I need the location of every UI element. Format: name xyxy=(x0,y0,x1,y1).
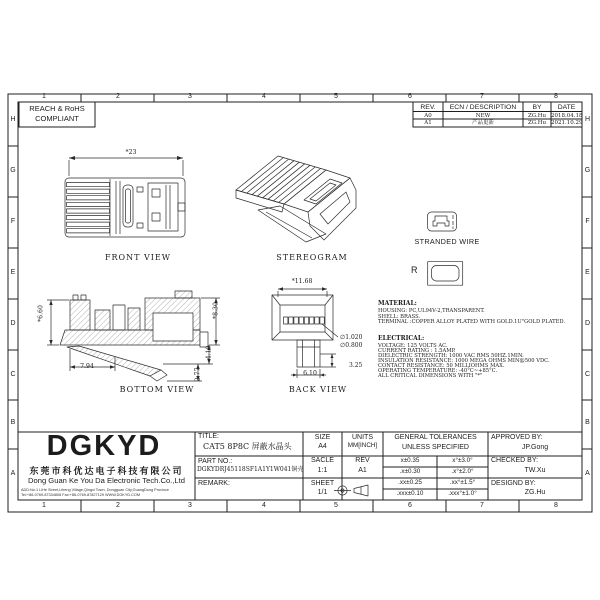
tol-ang-3: .xx°±1.5° xyxy=(449,479,476,486)
zone-row-left-C: C xyxy=(10,371,16,378)
remark-label: REMARK: xyxy=(198,480,230,487)
front-view-drawing xyxy=(60,145,195,245)
company-address-line1: ADD:No.1 LiHe Street,Liheng Village,Qingxi Town, Dongguan City,GuangDong Province xyxy=(21,488,169,492)
rev-row0-date: 2018.04.18 xyxy=(551,112,583,119)
zone-row-right-E: E xyxy=(585,269,590,276)
round-cable-icon xyxy=(427,261,464,287)
back-width-dim: *11.68 xyxy=(291,278,313,285)
zone-row-right-F: F xyxy=(585,218,590,225)
tol-lin-1: x±0.35 xyxy=(400,457,420,464)
scale-value: 1:1 xyxy=(317,467,328,474)
part-no-label: PART NO.: xyxy=(198,458,233,465)
material-line: HOUSING: PC,UL94V-2,TRANSPARENT. xyxy=(378,308,485,314)
electrical-line: DIELECTRIC STRENGTH: 1000 VAC RMS 50HZ.1MIN. xyxy=(378,353,524,359)
back-dia-inner: ∅0.800 xyxy=(340,341,363,349)
zone-col-top-2: 2 xyxy=(116,93,120,100)
rev-row0-rev: A0 xyxy=(424,112,432,119)
zone-col-bot-3: 3 xyxy=(188,502,192,509)
stranded-wire-label: STRANDED WIRE xyxy=(414,237,480,246)
bottom-dim-right-height: *8.30 xyxy=(212,302,220,319)
bottom-dim-277: 2.77 xyxy=(194,367,202,382)
zone-row-left-F: F xyxy=(10,218,16,225)
zone-row-right-D: D xyxy=(584,320,591,327)
zone-col-bot-8: 8 xyxy=(554,502,558,509)
part-no-value: DGKYDRJ45118SF1A1Y1W041铜壳 xyxy=(197,466,304,473)
zone-col-bot-2: 2 xyxy=(116,502,120,509)
checked-by-label: CHECKED BY: xyxy=(491,457,539,464)
projection-angle-icon xyxy=(334,484,372,497)
sheet-label: SHEET xyxy=(310,480,335,487)
stereogram-drawing xyxy=(228,150,368,255)
units-value: MM[INCH] xyxy=(347,442,378,449)
company-address-line2: Tel:+86-0769-87334808 Fax:+86-0769-87827129 WWW.DGKYD.COM xyxy=(21,493,141,497)
zone-row-right-G: G xyxy=(584,167,591,174)
zone-col-top-6: 6 xyxy=(408,93,412,100)
rev-value: A1 xyxy=(358,467,367,474)
title-label: TITLE: xyxy=(198,433,220,440)
units-label: UNITS xyxy=(352,434,373,441)
bottom-dim-794: 7.94 xyxy=(80,363,94,370)
electrical-line: ALL CRITICAL DIMENSIONS WITH "*" xyxy=(378,373,483,379)
front-width-dim: *23 xyxy=(125,149,137,156)
tol-ang-1: x°±3.0° xyxy=(452,457,473,464)
zone-col-bot-7: 7 xyxy=(480,502,484,509)
zone-col-top-3: 3 xyxy=(188,93,192,100)
zone-row-left-A: A xyxy=(10,470,16,477)
compliance-line2: COMPLIANT xyxy=(35,113,79,123)
tolerances-heading2: UNLESS SPECIFIED xyxy=(402,444,469,451)
bottom-dim-410: 4.10 xyxy=(205,345,213,360)
stranded-wire-icon xyxy=(426,210,460,234)
zone-row-right-H: H xyxy=(584,116,591,123)
tol-lin-2: .x±0.30 xyxy=(399,468,421,475)
tol-ang-2: .x°±2.0° xyxy=(451,468,474,475)
electrical-line: VOLTAGE: 125 VOLTS AC. xyxy=(378,343,448,349)
back-dia-outer: ∅1.020 xyxy=(340,334,363,341)
zone-col-bot-1: 1 xyxy=(42,502,46,509)
material-line: TERMINAL :COPPER ALLOY PLATED WITH GOLD.1U"GOLD PLATED. xyxy=(378,319,566,325)
electrical-line: CONTACT RESISTANCE: 50 MILLIOHMS MAX. xyxy=(378,363,505,369)
zone-col-top-8: 8 xyxy=(554,93,558,100)
designed-by-value: ZG.Hu xyxy=(524,489,546,496)
rev-row1-description: 产品更新 xyxy=(471,120,494,126)
tol-ang-4: .xxx°±1.0° xyxy=(448,489,477,497)
zone-col-top-4: 4 xyxy=(262,93,266,100)
zone-col-bot-6: 6 xyxy=(408,502,412,509)
rev-header-rev: REV. xyxy=(420,104,436,111)
checked-by-value: TW.Xu xyxy=(524,467,546,474)
zone-row-left-D: D xyxy=(10,320,16,327)
rev-label: REV xyxy=(355,457,370,464)
back-dim-325: 3.25 xyxy=(349,362,363,369)
material-notes xyxy=(378,309,565,326)
title-value: CAT5 8P8C 屏蔽水晶头 xyxy=(203,442,292,451)
material-heading: MATERIAL: xyxy=(378,300,417,307)
electrical-line: INSULATION RESISTANCE: 1000 MEGA OHMS MIN@500 VDC. xyxy=(378,358,550,364)
company-name-en: Dong Guan Ke You Da Electronic Tech.Co.,Ltd xyxy=(28,476,185,485)
round-cable-label: R xyxy=(411,265,418,275)
zone-col-bot-4: 4 xyxy=(262,502,266,509)
electrical-line: OPERATING TEMPERATURE: -40°C~+85°C. xyxy=(378,368,498,374)
stereogram-label: STEREOGRAM xyxy=(276,253,348,262)
zone-col-bot-5: 5 xyxy=(334,502,338,509)
rev-row0-by: ZG.Hu xyxy=(527,112,547,119)
zone-row-left-E: E xyxy=(10,269,16,276)
material-line: SHELL: BRASS. xyxy=(378,313,421,320)
designed-by-label: DESIGND BY: xyxy=(491,480,536,487)
back-dim-610: 6.10 xyxy=(303,370,317,377)
tolerances-heading1: GENERAL TOLERANCES xyxy=(394,434,477,441)
zone-row-right-A: A xyxy=(585,470,590,477)
rev-row1-date: 2021.10.29 xyxy=(551,120,583,126)
front-view-label: FRONT VIEW xyxy=(104,253,171,262)
zone-col-top-1: 1 xyxy=(42,93,46,100)
rev-header-by: BY xyxy=(532,104,542,111)
zone-row-left-H: H xyxy=(10,116,16,123)
back-view-label: BACK VIEW xyxy=(288,385,348,394)
zone-row-right-B: B xyxy=(585,419,590,426)
zone-row-left-B: B xyxy=(10,419,16,426)
zone-col-top-5: 5 xyxy=(334,93,338,100)
electrical-line: CURRENT RATING : 1.5AMP. xyxy=(378,348,456,354)
electrical-notes xyxy=(378,344,550,379)
bottom-view-label: BOTTOM VIEW xyxy=(119,385,195,394)
zone-row-left-G: G xyxy=(10,167,16,174)
zone-row-right-C: C xyxy=(584,371,591,378)
compliance-line1: REACH & RoHS xyxy=(29,104,85,113)
size-label: SIZE xyxy=(314,434,331,441)
tol-lin-3: .xx±0.25 xyxy=(398,479,422,486)
rev-row1-rev: A1 xyxy=(424,120,432,126)
rev-header-description: ECN / DESCRIPTION xyxy=(449,104,517,111)
approved-by-label: APPROVED BY: xyxy=(491,434,543,441)
tol-lin-4: .xxx±0.10 xyxy=(396,489,424,497)
approved-by-value: JP.Gong xyxy=(521,444,549,451)
company-logo: DGKYD xyxy=(46,430,162,462)
zone-col-top-7: 7 xyxy=(480,93,484,100)
bottom-dim-left-height: *6.60 xyxy=(37,305,45,322)
electrical-heading: ELECTRICAL: xyxy=(378,335,425,342)
rev-row1-by: ZG.Hu xyxy=(527,120,547,126)
sheet-value: 1/1 xyxy=(317,489,328,496)
scale-label: SACLE xyxy=(311,457,334,464)
rev-row0-description: NEW xyxy=(475,112,491,119)
size-value: A4 xyxy=(318,443,327,450)
rev-header-date: DATE xyxy=(557,104,576,111)
company-name-cn: 东莞市科优达电子科技有限公司 xyxy=(29,466,184,476)
